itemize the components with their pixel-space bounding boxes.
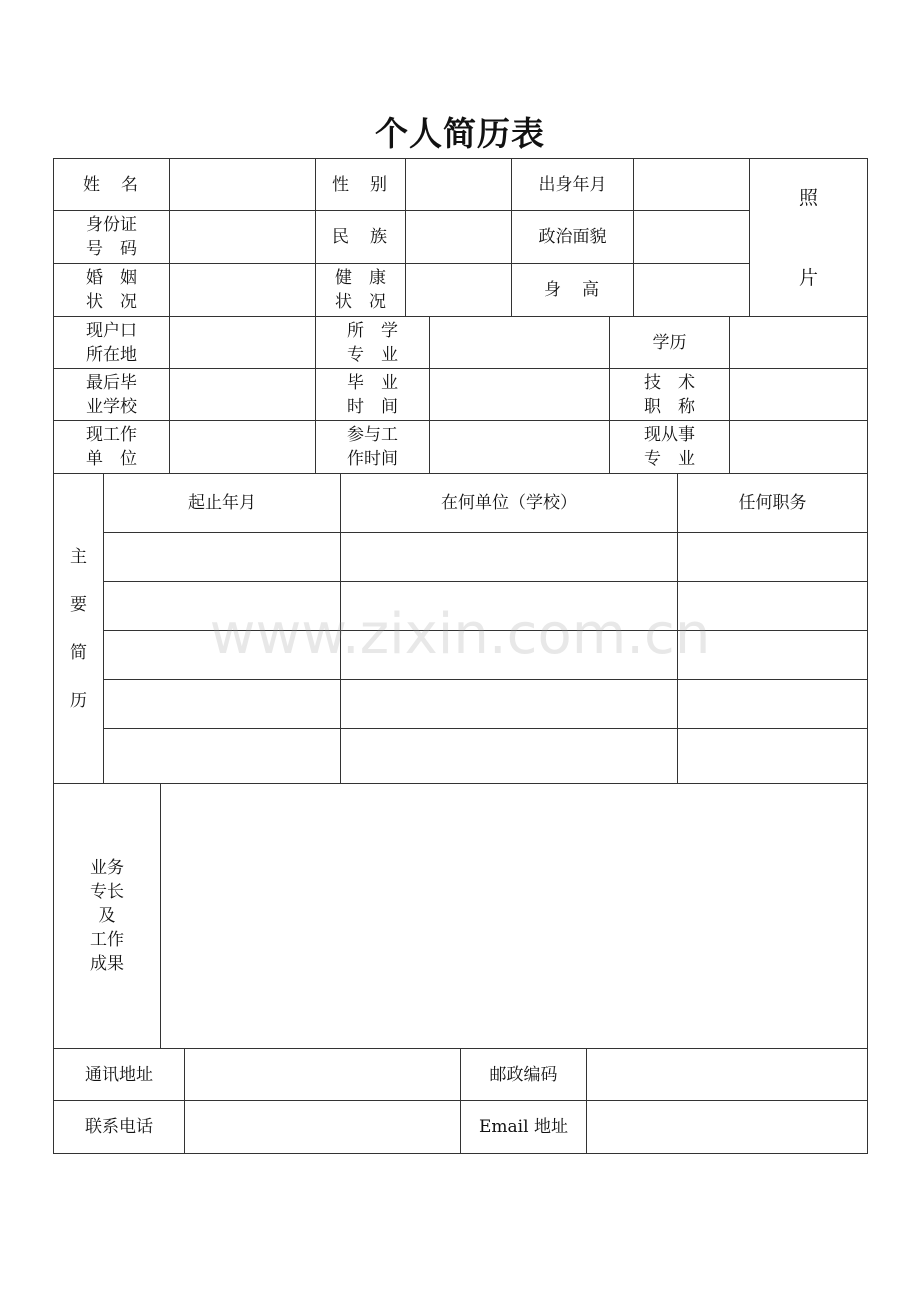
resume-position-cell[interactable] (678, 631, 868, 680)
gender-label: 性 别 (316, 159, 406, 211)
resume-period-cell[interactable] (104, 631, 341, 680)
resume-position-cell[interactable] (678, 680, 868, 729)
education-table (53, 316, 868, 474)
current-field-label: 现从事 专 业 (610, 421, 730, 474)
resume-period-cell[interactable] (104, 680, 341, 729)
marital-label: 婚 姻 状 况 (54, 264, 170, 317)
school-label: 最后毕 业学校 (54, 369, 170, 421)
basic-info-table (53, 158, 868, 317)
political-field[interactable] (634, 211, 750, 264)
current-field-field[interactable] (730, 421, 868, 474)
name-field[interactable] (170, 159, 316, 211)
school-field[interactable] (170, 369, 316, 421)
major-field[interactable] (430, 317, 610, 369)
id-field[interactable] (170, 211, 316, 264)
contact-table (53, 1048, 868, 1154)
photo-box[interactable] (750, 159, 868, 317)
major-label: 所 学 专 业 (316, 317, 430, 369)
resume-position-cell[interactable] (678, 533, 868, 582)
health-field[interactable] (406, 264, 512, 317)
address-field[interactable] (185, 1049, 461, 1101)
political-label: 政治面貌 (512, 211, 634, 264)
hukou-field[interactable] (170, 317, 316, 369)
grad-time-field[interactable] (430, 369, 610, 421)
hukou-label: 现户口 所在地 (54, 317, 170, 369)
resume-unit-cell[interactable] (341, 631, 678, 680)
resume-header-unit: 在何单位（学校） (341, 474, 678, 533)
id-label: 身份证 号 码 (54, 211, 170, 264)
health-label: 健 康 状 况 (316, 264, 406, 317)
marital-field[interactable] (170, 264, 316, 317)
ethnicity-field[interactable] (406, 211, 512, 264)
employer-label: 现工作 单 位 (54, 421, 170, 474)
title-label: 技 术 职 称 (610, 369, 730, 421)
phone-field[interactable] (185, 1101, 461, 1154)
resume-period-cell[interactable] (104, 582, 341, 631)
resume-period-cell[interactable] (104, 533, 341, 582)
address-label: 通讯地址 (54, 1049, 185, 1101)
gender-field[interactable] (406, 159, 512, 211)
photo-label-top: 照 (798, 186, 818, 209)
work-start-field[interactable] (430, 421, 610, 474)
resume-position-cell[interactable] (678, 582, 868, 631)
resume-table (53, 473, 868, 784)
resume-side-label: 主 要 简 历 (54, 474, 104, 784)
resume-row (54, 680, 868, 729)
resume-period-cell[interactable] (104, 729, 341, 784)
resume-row (54, 582, 868, 631)
page-title: 个人简历表 (375, 114, 545, 153)
resume-unit-cell[interactable] (341, 729, 678, 784)
birth-label: 出身年月 (512, 159, 634, 211)
skills-field[interactable] (161, 784, 868, 1049)
email-field[interactable] (587, 1101, 868, 1154)
title-field[interactable] (730, 369, 868, 421)
birth-field[interactable] (634, 159, 750, 211)
email-label: Email 地址 (461, 1101, 587, 1154)
resume-unit-cell[interactable] (341, 680, 678, 729)
resume-row (54, 533, 868, 582)
postcode-field[interactable] (587, 1049, 868, 1101)
photo-label-bottom: 片 (798, 266, 818, 289)
skills-label: 业务 专长 及 工作 成果 (54, 784, 161, 1049)
employer-field[interactable] (170, 421, 316, 474)
resume-position-cell[interactable] (678, 729, 868, 784)
skills-table (53, 783, 868, 1049)
work-start-label: 参与工 作时间 (316, 421, 430, 474)
height-label: 身 高 (512, 264, 634, 317)
name-label: 姓 名 (54, 159, 170, 211)
resume-row (54, 631, 868, 680)
resume-unit-cell[interactable] (341, 582, 678, 631)
height-field[interactable] (634, 264, 750, 317)
resume-row (54, 729, 868, 784)
education-field[interactable] (730, 317, 868, 369)
watermark-text: www.zixin.com.cn (209, 602, 711, 667)
resume-header-period: 起止年月 (104, 474, 341, 533)
education-label: 学历 (610, 317, 730, 369)
phone-label: 联系电话 (54, 1101, 185, 1154)
resume-header-position: 任何职务 (678, 474, 868, 533)
resume-unit-cell[interactable] (341, 533, 678, 582)
postcode-label: 邮政编码 (461, 1049, 587, 1101)
grad-time-label: 毕 业 时 间 (316, 369, 430, 421)
ethnicity-label: 民 族 (316, 211, 406, 264)
